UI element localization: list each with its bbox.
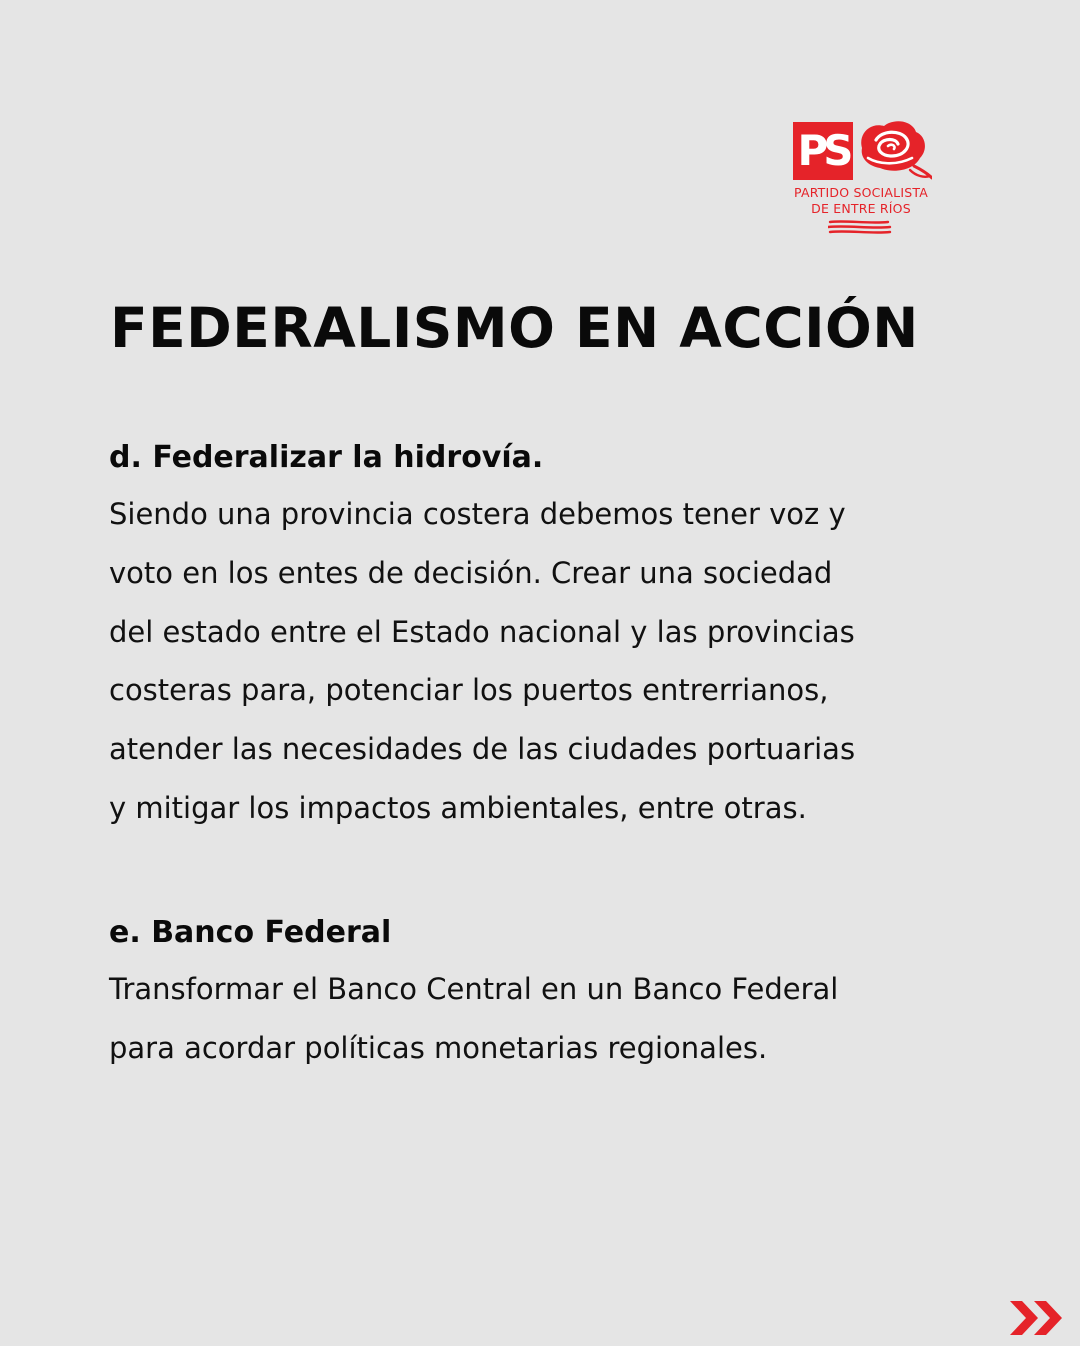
section-banco-federal	[109, 906, 989, 1078]
body-line: y mitigar los impactos ambientales, entre otras.	[109, 790, 807, 825]
section-heading: e. Banco Federal	[109, 915, 392, 950]
ps-mark-text: PS	[797, 126, 849, 175]
rose-icon	[854, 118, 932, 186]
body-line: para acordar políticas monetarias regionales.	[109, 1030, 768, 1065]
body-line: Siendo una provincia costera debemos tener voz y	[109, 497, 846, 531]
body-line: Transformar el Banco Central en un Banco Federal	[109, 972, 839, 1006]
logo-underline-stripes	[828, 219, 892, 235]
page-title: FEDERALISMO EN ACCIÓN	[110, 296, 919, 360]
section-body	[109, 485, 989, 838]
section-heading: d. Federalizar la hidrovía.	[109, 440, 544, 475]
double-chevron-right-icon[interactable]	[1008, 1298, 1066, 1338]
ps-mark	[793, 122, 853, 180]
body-line: del estado entre el Estado nacional y las provincias	[109, 614, 855, 649]
body-line: atender las necesidades de las ciudades portuarias	[109, 732, 856, 767]
body-line: voto en los entes de decisión. Crear una sociedad	[109, 555, 833, 590]
body-line: costeras para, potenciar los puertos entrerrianos,	[109, 673, 829, 708]
party-name-line1: PARTIDO SOCIALISTA	[794, 185, 928, 200]
party-logo	[790, 118, 935, 238]
party-name-line2: DE ENTRE RÍOS	[811, 201, 911, 216]
section-hidrovia	[109, 431, 989, 838]
section-body	[109, 960, 989, 1078]
